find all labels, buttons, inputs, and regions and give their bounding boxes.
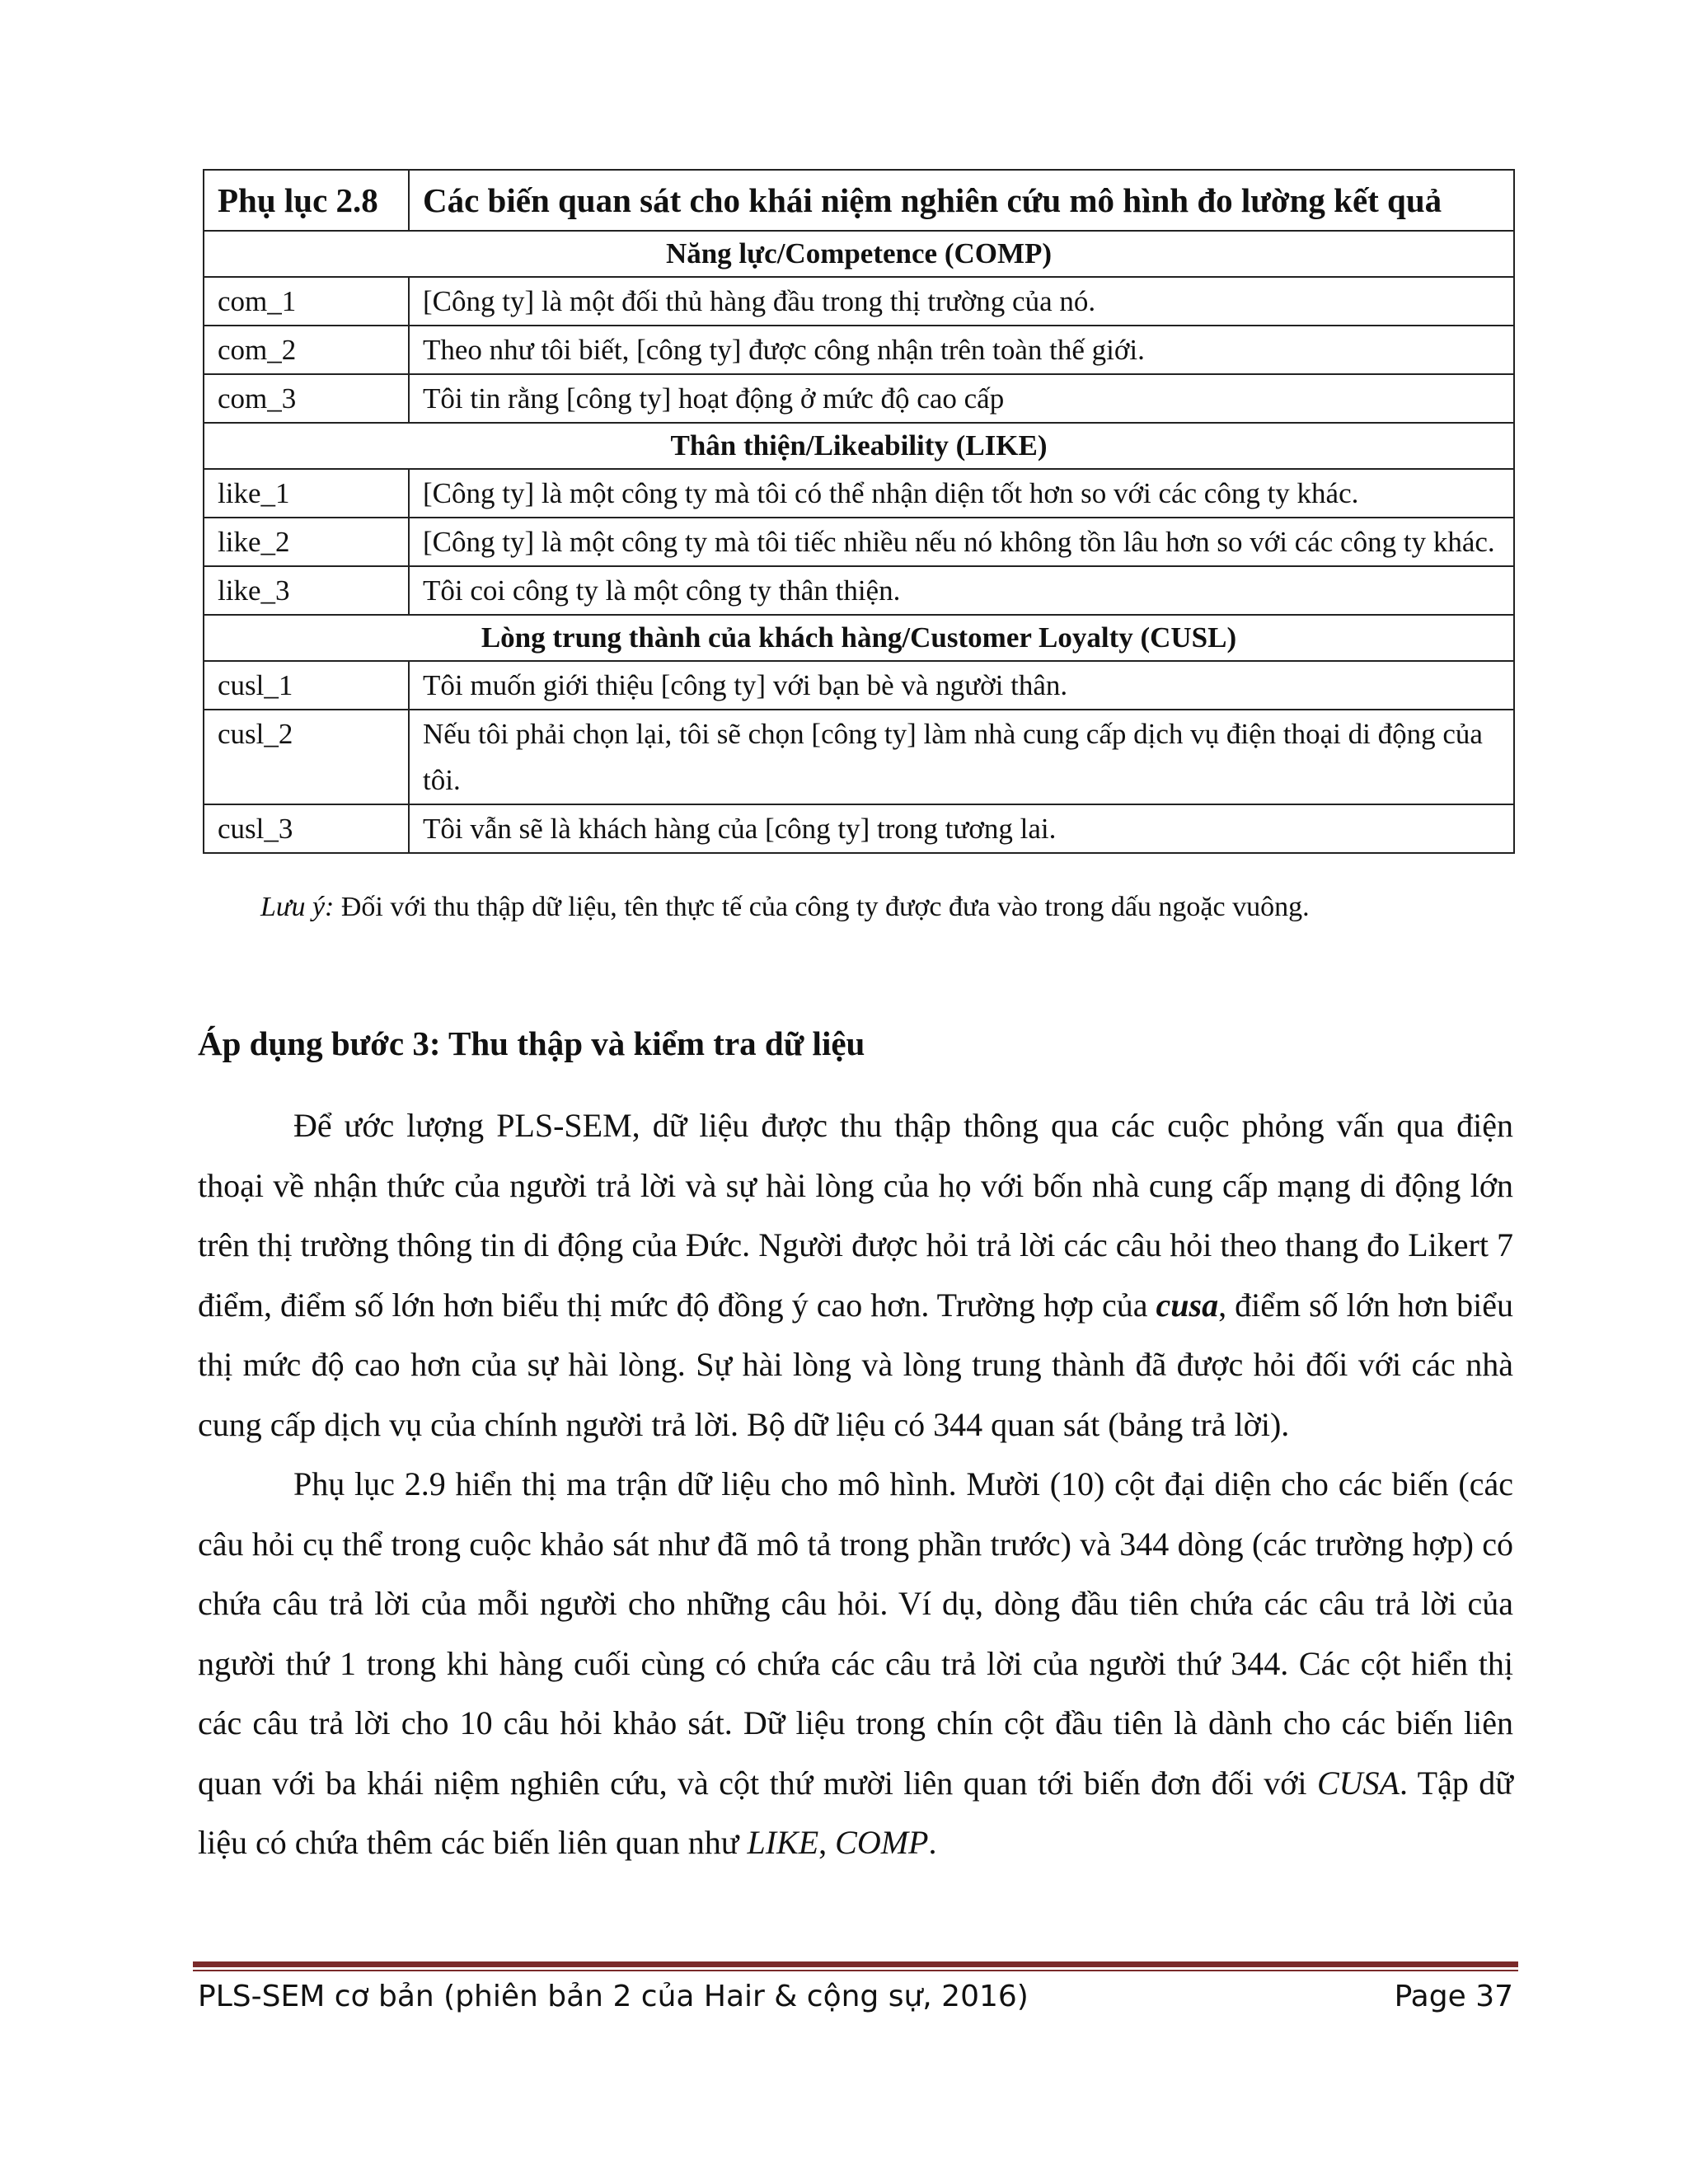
item-text: [Công ty] là một đối thủ hàng đầu trong thị trường của nó. [409,277,1514,326]
term-cusa: cusa [1156,1286,1219,1324]
item-code: cusl_3 [204,804,409,853]
item-text: Tôi vẫn sẽ là khách hàng của [công ty] trong tương lai. [409,804,1514,853]
paragraph-1-part2: , điểm số lớn hơn biểu thị mức độ cao hơn của sự hài lòng. Sự hài lòng và lòng trung thành đã được hỏi đối với các nhà cung cấp dịch vụ của chính người trả lời. Bộ dữ liệu có 344 quan sát (bảng trả lời). [198,1286,1513,1443]
item-code: cusl_1 [204,661,409,710]
footer-rule-thin [193,1970,1518,1971]
item-text: Tôi coi công ty là một công ty thân thiện. [409,566,1514,615]
page-number: Page 37 [1394,1980,1513,2013]
item-text: Theo như tôi biết, [công ty] được công nhận trên toàn thế giới. [409,326,1514,374]
table-row [204,518,1514,566]
footer-rule [193,1961,1518,1967]
item-code: com_3 [204,374,409,423]
section-row-cusl [204,615,1514,661]
paragraph-2 [198,1455,1513,1873]
item-code: com_1 [204,277,409,326]
item-code: like_2 [204,518,409,566]
paragraph-1-part1: Để ước lượng PLS-SEM, dữ liệu được thu thập thông qua các cuộc phỏng vấn qua điện thoại về nhận thức của người trả lời và sự hài lòng của họ với bốn nhà cung cấp mạng di động lớn trên thị trường thông tin di động của Đức. Người được hỏi trả lời các câu hỏi theo thang đo Likert 7 điểm, điểm số lớn hơn biểu thị mức độ đồng ý cao hơn. Trường hợp của [198,1107,1513,1324]
appendix-table [203,169,1515,854]
item-text: [Công ty] là một công ty mà tôi có thể nhận diện tốt hơn so với các công ty khác. [409,469,1514,518]
table-row [204,566,1514,615]
table-row [204,326,1514,374]
term-like: LIKE [747,1824,819,1861]
item-text: Nếu tôi phải chọn lại, tôi sẽ chọn [công ty] làm nhà cung cấp dịch vụ điện thoại di động của tôi. [409,710,1514,804]
section-row-comp [204,231,1514,277]
table-header-row [204,170,1514,231]
table-row [204,469,1514,518]
item-text: [Công ty] là một công ty mà tôi tiếc nhiều nếu nó không tồn lâu hơn so với các công ty khác. [409,518,1514,566]
section-title: Thân thiện/Likeability (LIKE) [204,423,1514,469]
item-code: like_1 [204,469,409,518]
body-text [198,1096,1513,1873]
item-code: like_3 [204,566,409,615]
note-label: Lưu ý: [260,892,335,922]
paragraph-2-end: . [928,1824,937,1861]
note-text: Đối với thu thập dữ liệu, tên thực tế của công ty được đưa vào trong dấu ngoặc vuông. [334,892,1310,922]
term-comp: COMP [835,1824,929,1861]
section-title: Năng lực/Competence (COMP) [204,231,1514,277]
item-code: com_2 [204,326,409,374]
table-note [260,888,1310,926]
paragraph-2-part2: . Tập dữ liệu có chứa thêm các biến liên quan như [198,1764,1513,1861]
section-row-like [204,423,1514,469]
paragraph-2-sep: , [818,1824,836,1861]
section-title: Lòng trung thành của khách hàng/Customer Loyalty (CUSL) [204,615,1514,661]
table-title: Các biến quan sát cho khái niệm nghiên cứu mô hình đo lường kết quả [409,170,1514,231]
footer-book-title: PLS-SEM cơ bản (phiên bản 2 của Hair & cộng sự, 2016) [198,1980,1029,2013]
table-row [204,661,1514,710]
item-code: cusl_2 [204,710,409,804]
section-heading: Áp dụng bước 3: Thu thập và kiểm tra dữ liệu [198,1024,865,1062]
item-text: Tôi muốn giới thiệu [công ty] với bạn bè và người thân. [409,661,1514,710]
table-row [204,804,1514,853]
table-label: Phụ lục 2.8 [204,170,409,231]
table-row [204,710,1514,804]
paragraph-2-part1: Phụ lục 2.9 hiển thị ma trận dữ liệu cho mô hình. Mười (10) cột đại diện cho các biến (các câu hỏi cụ thể trong cuộc khảo sát như đã mô tả trong phần trước) và 344 dòng (các trường hợp) có chứa câu trả lời của mỗi người cho những câu hỏi. Ví dụ, dòng đầu tiên chứa các câu trả lời của người thứ 1 trong khi hàng cuối cùng có chứa các câu trả lời của người thứ 344. Các cột hiển thị các câu trả lời cho 10 câu hỏi khảo sát. Dữ liệu trong chín cột đầu tiên là dành cho các biến liên quan với ba khái niệm nghiên cứu, và cột thứ mười liên quan tới biến đơn đối với [198,1465,1513,1802]
table-row [204,277,1514,326]
table-row [204,374,1514,423]
term-cusa-upper: CUSA [1316,1764,1400,1802]
item-text: Tôi tin rằng [công ty] hoạt động ở mức độ cao cấp [409,374,1514,423]
paragraph-1 [198,1096,1513,1455]
